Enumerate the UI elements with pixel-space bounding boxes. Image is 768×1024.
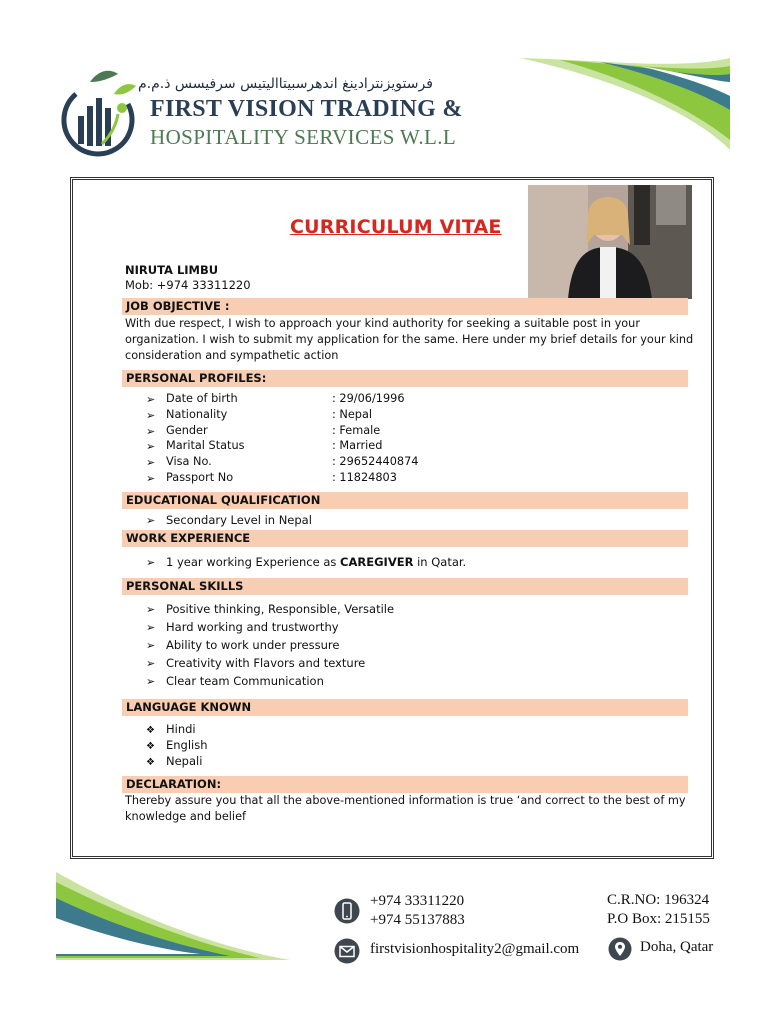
- profile-label: Nationality: [166, 408, 228, 421]
- list-item: [146, 602, 394, 616]
- arrow-bullet-icon: ➢: [146, 556, 156, 569]
- skill-item: Ability to work under pressure: [166, 638, 340, 652]
- section-heading-work-experience: WORK EXPERIENCE: [122, 530, 688, 547]
- profile-bullet: [146, 471, 166, 485]
- location-pin-icon: [608, 937, 632, 961]
- skill-item: Creativity with Flavors and texture: [166, 656, 366, 670]
- arrow-bullet-icon: ➢: [146, 657, 156, 670]
- profile-label: Passport No: [166, 471, 234, 484]
- list-item: [146, 738, 208, 752]
- job-objective-text: With due respect, I wish to approach your kind authority for seeking a suitable post in your organization. I wish to submit my application for the same. Here under my brief details for your kind consideration and sympathetic action: [125, 317, 694, 362]
- profile-label: Date of birth: [166, 392, 238, 405]
- cv-title: CURRICULUM VITAE: [290, 216, 502, 238]
- education-item: Secondary Level in Nepal: [166, 513, 312, 527]
- profile-photo: [528, 185, 692, 299]
- profile-value: : 29/06/1996: [332, 392, 405, 405]
- profile-bullet: [146, 424, 166, 438]
- list-item: [146, 656, 365, 670]
- work-text-prefix: 1 year working Experience as: [166, 555, 341, 569]
- list-item: [146, 555, 466, 569]
- phone-icon: [334, 898, 360, 924]
- profile-value: : Nepal: [332, 408, 373, 421]
- list-item: [146, 513, 312, 527]
- arrow-bullet-icon: ➢: [146, 440, 156, 453]
- profile-value: : Female: [332, 424, 381, 437]
- section-heading-education: EDUCATIONAL QUALIFICATION: [122, 492, 688, 509]
- arrow-bullet-icon: ➢: [146, 425, 156, 438]
- arrow-bullet-icon: ➢: [146, 621, 156, 634]
- arrow-bullet-icon: ➢: [146, 603, 156, 616]
- profile-bullet: [146, 439, 166, 453]
- footer-location: Doha, Qatar: [640, 939, 714, 955]
- footer-phone-2: +974 55137883: [370, 912, 465, 928]
- diamond-bullet-icon: ❖: [146, 741, 155, 752]
- arrow-bullet-icon: ➢: [146, 514, 156, 527]
- profile-value: : 29652440874: [332, 455, 419, 468]
- profile-bullet: [146, 455, 166, 469]
- footer-email: firstvisionhospitality2@gmail.com: [370, 941, 580, 957]
- declaration-text: Thereby assure you that all the above-mentioned information is true ‘and correct to the best of my knowledge and belief: [125, 794, 686, 823]
- diamond-bullet-icon: ❖: [146, 757, 155, 768]
- profile-value: : Married: [332, 439, 383, 452]
- list-item: [146, 638, 339, 652]
- list-item: [146, 674, 324, 688]
- list-item: [146, 722, 196, 736]
- arrow-bullet-icon: ➢: [146, 639, 156, 652]
- language-item: Nepali: [166, 754, 203, 768]
- company-name-line1: FIRST VISION TRADING &: [150, 96, 463, 122]
- section-heading-personal-profiles: PERSONAL PROFILES:: [122, 370, 688, 387]
- language-item: Hindi: [166, 722, 196, 736]
- arrow-bullet-icon: ➢: [146, 393, 156, 406]
- section-heading-job-objective: JOB OBJECTIVE :: [122, 298, 688, 315]
- candidate-mobile: Mob: +974 33311220: [125, 278, 251, 292]
- section-heading-language-known: LANGUAGE KNOWN: [122, 699, 688, 716]
- language-item: English: [166, 738, 208, 752]
- list-item: [146, 754, 202, 768]
- company-name-line2: HOSPITALITY SERVICES W.L.L: [150, 125, 457, 149]
- arrow-bullet-icon: ➢: [146, 409, 156, 422]
- email-icon: [334, 938, 360, 964]
- arrow-bullet-icon: ➢: [146, 472, 156, 485]
- work-role: CAREGIVER: [340, 555, 414, 569]
- skill-item: Positive thinking, Responsible, Versatile: [166, 602, 395, 616]
- footer-cr-number: C.R.NO: 196324: [607, 892, 710, 908]
- work-text-suffix: in Qatar.: [413, 555, 467, 569]
- profile-label: Visa No.: [166, 455, 212, 468]
- list-item: [146, 620, 339, 634]
- arrow-bullet-icon: ➢: [146, 456, 156, 469]
- skill-item: Hard working and trustworthy: [166, 620, 339, 634]
- diamond-bullet-icon: ❖: [146, 725, 155, 736]
- company-name-arabic: فرستويزنترادينغ اندهرسبيتااليتيس سرفيسس ذ.م.م: [138, 76, 433, 92]
- profile-label: Gender: [166, 424, 208, 437]
- profile-bullet: [146, 392, 166, 406]
- footer-po-box: P.O Box: 215155: [607, 911, 710, 927]
- section-heading-declaration: DECLARATION:: [122, 776, 688, 793]
- skill-item: Clear team Communication: [166, 674, 324, 688]
- arrow-bullet-icon: ➢: [146, 675, 156, 688]
- footer-phone-1: +974 33311220: [370, 893, 465, 909]
- profile-bullet: [146, 408, 166, 422]
- section-heading-personal-skills: PERSONAL SKILLS: [122, 578, 688, 595]
- candidate-name: NIRUTA LIMBU: [125, 263, 219, 277]
- profile-label: Marital Status: [166, 439, 245, 452]
- company-logo-emblem: [58, 64, 140, 160]
- profile-value: : 11824803: [332, 471, 397, 484]
